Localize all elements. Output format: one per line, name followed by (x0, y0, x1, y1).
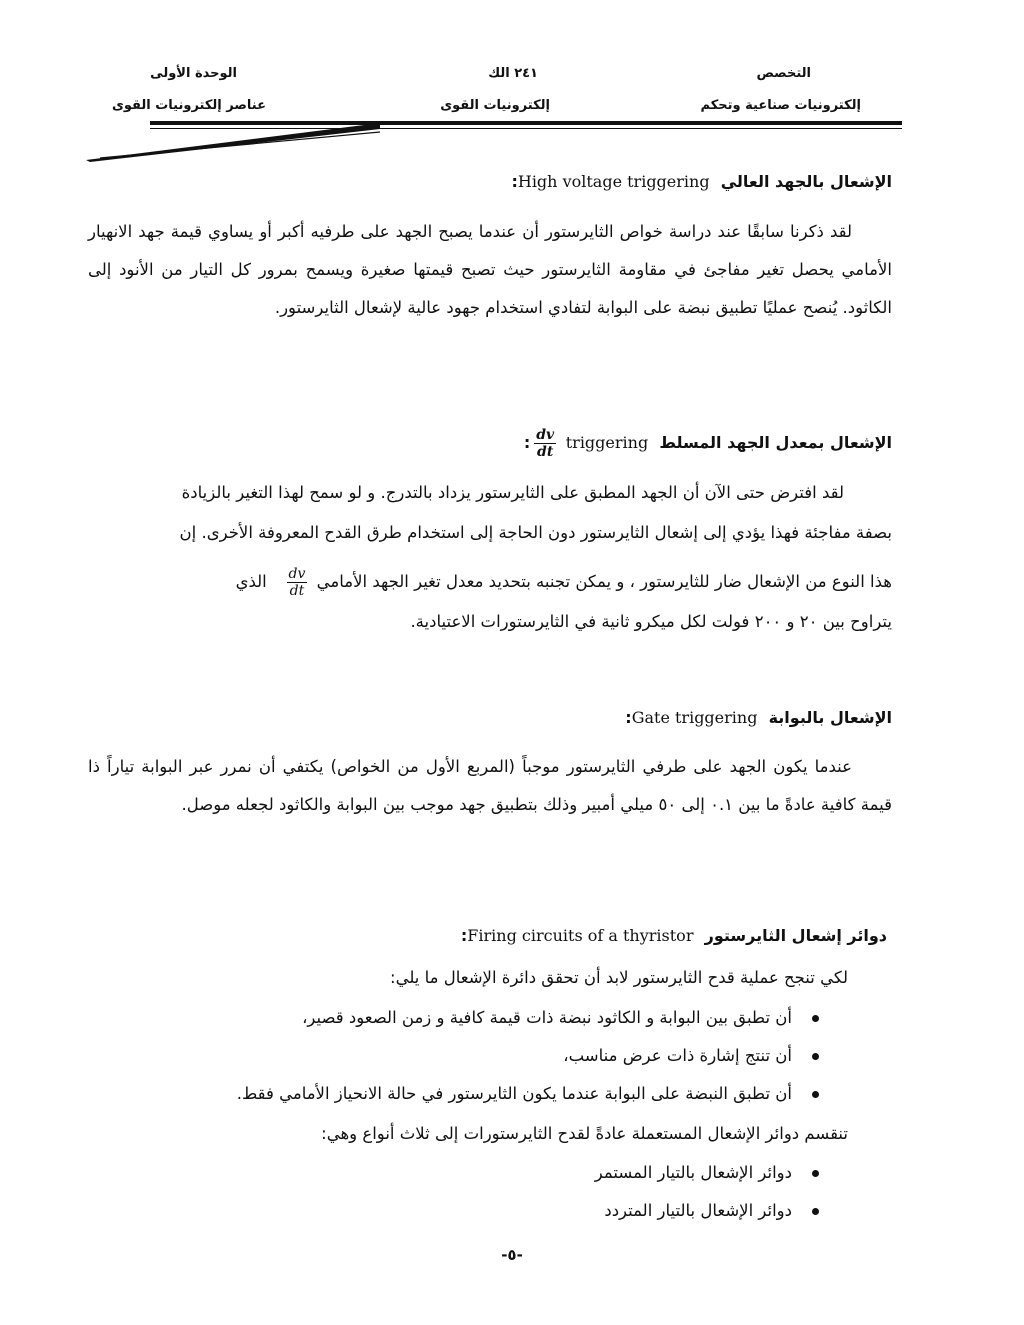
fraction-denominator: dt (537, 444, 554, 460)
line-3-tail: الذي (235, 572, 267, 591)
bullet-icon (812, 1208, 819, 1215)
header-rule-swoosh (80, 120, 380, 165)
heading-arabic: دوائر إشعال الثايرستور (704, 926, 887, 945)
firing-requirement-item (563, 1046, 819, 1065)
heading-colon: : (460, 926, 468, 945)
section-firing-heading (461, 926, 887, 945)
heading-english: High voltage triggering (517, 172, 710, 191)
heading-english: triggering (565, 433, 649, 452)
bullet-icon (812, 1015, 819, 1022)
heading-english: Firing circuits of a thyristor (467, 926, 694, 945)
fraction-numerator: dv (536, 427, 555, 443)
header-unit-label: الوحدة الأولى (150, 66, 237, 81)
firing-intro: لكي تنجح عملية قدح الثايرستور لابد أن تحقق دائرة الإشعال ما يلي: (390, 968, 848, 987)
firing-requirement-item (237, 1084, 819, 1103)
heading-colon: : (523, 433, 531, 452)
heading-arabic: الإشعال بالبوابة (768, 708, 892, 727)
header-course-name: إلكترونيات القوى (440, 98, 550, 113)
fraction-numerator: dv (288, 566, 306, 582)
header-specialty-value: إلكترونيات صناعية وتحكم (700, 98, 861, 113)
header-specialty-label: التخصص (756, 66, 811, 81)
header-unit-name: عناصر إلكترونيات القوى (111, 98, 266, 113)
section-high-voltage-heading (511, 172, 892, 191)
firing-requirement-item (302, 1008, 819, 1027)
bullet-text: أن تطبق النبضة على البوابة عندما يكون الثايرستور في حالة الانحياز الأمامي فقط. (236, 1084, 792, 1103)
heading-english: Gate triggering (631, 708, 758, 727)
dv-dt-fraction (287, 566, 308, 599)
bullet-icon (812, 1053, 819, 1060)
page-number: -٥- (501, 1246, 523, 1264)
heading-colon: : (625, 708, 632, 727)
firing-type-item (595, 1163, 819, 1182)
dv-dt-fraction (534, 427, 556, 460)
heading-arabic: الإشعال بمعدل الجهد المسلط (659, 433, 892, 452)
firing-types-intro: تنقسم دوائر الإشعال المستعملة عادةً لقدح الثايرستورات إلى ثلاث أنواع وهي: (321, 1124, 848, 1143)
section-dvdt-line-1: لقد افترض حتى الآن أن الجهد المطبق على الثايرستور يزداد بالتدرج. و لو سمح لهذا التغير بالزيادة (181, 483, 844, 502)
bullet-text: دوائر الإشعال بالتيار المستمر (594, 1163, 792, 1182)
fraction-denominator: dt (289, 583, 305, 599)
bullet-icon (812, 1170, 819, 1177)
section-dvdt-line-3 (236, 566, 892, 599)
bullet-text: أن تطبق بين البوابة و الكاثود نبضة ذات قيمة كافية و زمن الصعود قصير، (302, 1008, 792, 1027)
heading-colon: : (511, 172, 518, 191)
section-high-voltage-paragraph: لقد ذكرنا سابقًا عند دراسة خواص الثايرستور أن عندما يصبح الجهد على طرفيه أكبر أو يساوي قيمة جهد الانهيار الأمامي يحصل تغير مفاجئ في مقاومة الثايرستور حيث تصبح قيمتها صغيرة ويسمح بمرور كل التيار من الأنود إلى الكاثود. يُنصح عمليًا تطبيق نبضة على البوابة لتفادي استخدام جهود عالية لإشعال الثايرستور. (88, 222, 892, 317)
bullet-text: أن تنتج إشارة ذات عرض مناسب، (563, 1046, 792, 1065)
section-dvdt-line-2: بصفة مفاجئة فهذا يؤدي إلى إشعال الثايرستور دون الحاجة إلى استخدام طرق القدح المعروفة الأخرى. إن (179, 523, 892, 542)
section-dvdt-heading (524, 427, 892, 460)
header-course-code: ٢٤١ الك (488, 66, 538, 81)
bullet-icon (812, 1091, 819, 1098)
section-dvdt-line-4: يتراوح بين ٢٠ و ٢٠٠ فولت لكل ميكرو ثانية في الثايرستورات الاعتيادية. (410, 612, 892, 631)
bullet-text: دوائر الإشعال بالتيار المتردد (604, 1201, 792, 1220)
firing-type-item (604, 1201, 819, 1220)
section-gate-heading (625, 708, 892, 727)
line-3-text: هذا النوع من الإشعال ضار للثايرستور ، و يمكن تجنبه بتحديد معدل تغير الجهد الأمامي (316, 572, 892, 591)
section-gate-paragraph: عندما يكون الجهد على طرفي الثايرستور موجباً (المربع الأول من الخواص) يكتفي أن نمرر عبر البوابة تياراً ذا قيمة كافية عادةً ما بين ٠.١ إلى ٥٠ ميلي أمبير وذلك بتطبيق جهد موجب بين البوابة والكاثود لجعله موصل. (88, 757, 892, 814)
heading-arabic: الإشعال بالجهد العالي (720, 172, 892, 191)
